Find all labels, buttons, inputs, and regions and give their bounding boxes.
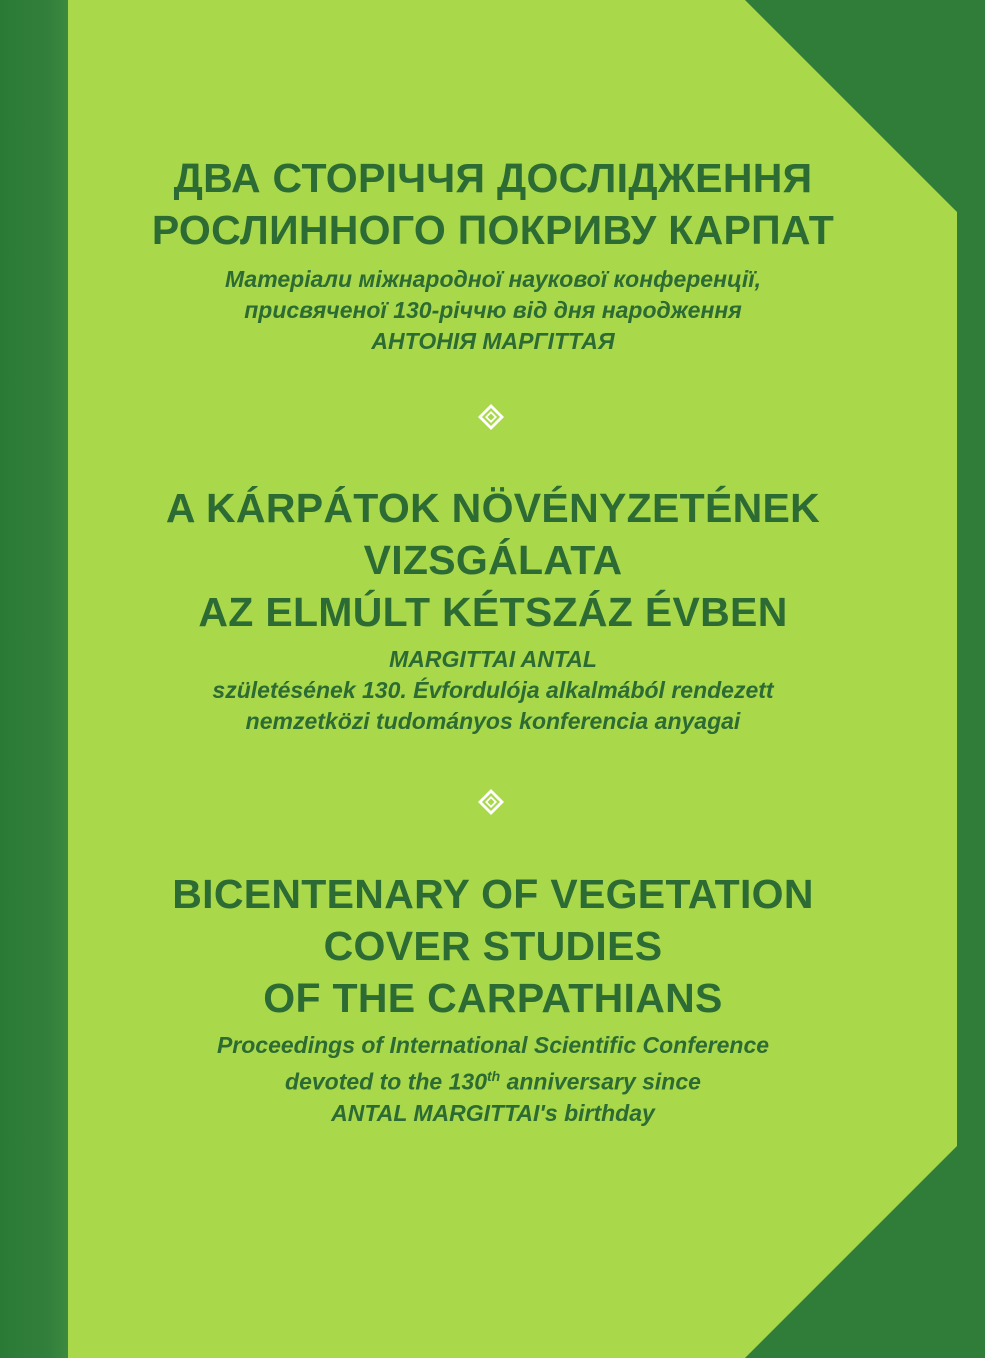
ukrainian-title-line: ДВА СТОРІЧЧЯ ДОСЛІДЖЕННЯ <box>173 155 813 201</box>
hungarian-title-line: AZ ELMÚLT KÉTSZÁZ ÉVBEN <box>198 589 788 635</box>
english-title-line: BICENTENARY OF VEGETATION <box>172 871 814 917</box>
english-subtitle-line: Proceedings of International Scientific Conference <box>216 1032 770 1058</box>
ukrainian-title-line: РОСЛИННОГО ПОКРИВУ КАРПАТ <box>151 207 835 253</box>
english-subtitle-line <box>68 1061 918 1098</box>
hungarian-subtitle-line: MARGITTAI ANTAL <box>389 646 597 672</box>
ukrainian-subtitle <box>68 264 918 357</box>
english-subtitle-line: ANTAL MARGITTAI's birthday <box>331 1099 655 1126</box>
ukrainian-subtitle-line: присвяченої 130-річчю від дня народження <box>244 297 742 323</box>
english-subtitle <box>68 1030 918 1129</box>
ordinal-suffix: th <box>486 1068 501 1084</box>
diamond-ornament-icon <box>477 403 505 431</box>
ukrainian-subtitle-line: Матеріали міжнародної наукової конференції, <box>224 266 762 292</box>
cover-content <box>68 0 918 1358</box>
english-subtitle-text: anniversary since <box>500 1068 701 1095</box>
english-subtitle-text: devoted to the 130 <box>285 1068 487 1095</box>
ukrainian-title <box>68 152 918 256</box>
hungarian-title-line: VIZSGÁLATA <box>363 537 623 583</box>
english-title <box>68 868 918 1024</box>
english-title-line: COVER STUDIES <box>323 923 663 969</box>
hungarian-section <box>68 482 918 737</box>
diamond-ornament-icon <box>477 788 505 816</box>
cover-spine-band <box>0 0 68 1358</box>
ukrainian-section <box>68 152 918 357</box>
english-section <box>68 868 918 1129</box>
ukrainian-subtitle-line: АНТОНІЯ МАРГІТТАЯ <box>371 328 615 354</box>
hungarian-subtitle-line: nemzetközi tudományos konferencia anyagai <box>245 708 741 734</box>
hungarian-subtitle <box>68 644 918 737</box>
english-title-line: OF THE CARPATHIANS <box>263 975 723 1021</box>
hungarian-subtitle-line: születésének 130. Évfordulója alkalmából rendezett <box>212 677 774 703</box>
hungarian-title <box>68 482 918 638</box>
hungarian-title-line: A KÁRPÁTOK NÖVÉNYZETÉNEK <box>165 485 821 531</box>
